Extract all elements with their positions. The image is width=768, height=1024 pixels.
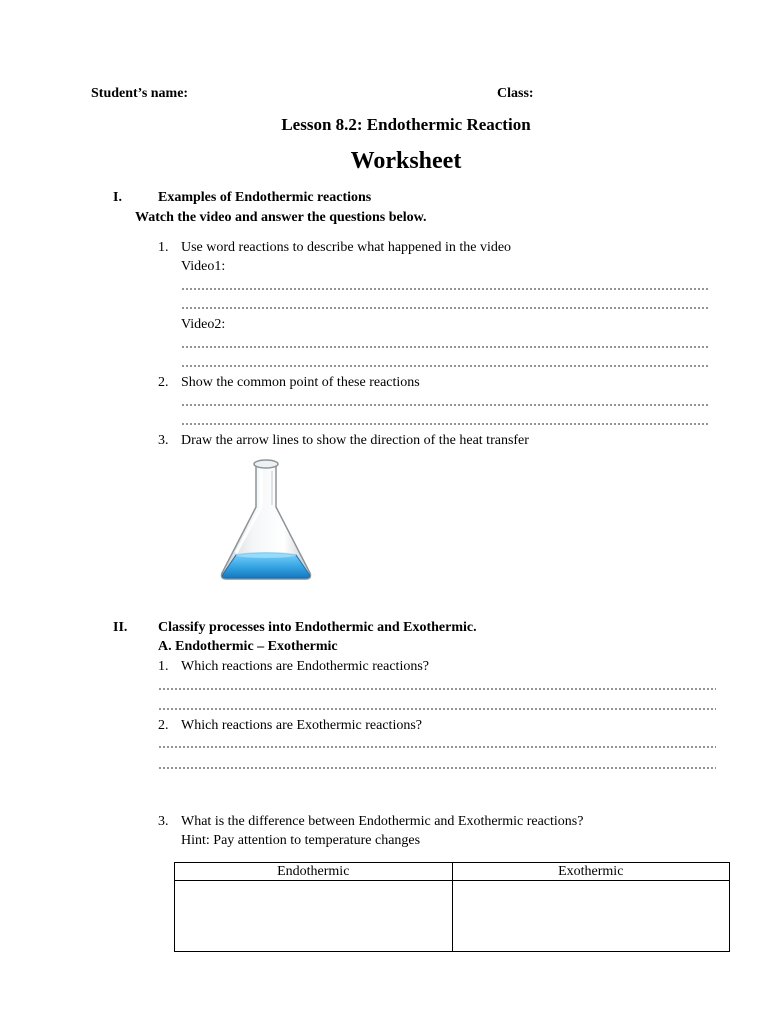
s2-question-1-text: Which reactions are Endothermic reactions? xyxy=(181,659,429,674)
s2-question-1-number: 1. xyxy=(158,659,169,674)
answer-line[interactable] xyxy=(158,708,716,710)
answer-line[interactable] xyxy=(181,423,708,425)
exothermic-answer-cell[interactable] xyxy=(452,881,730,952)
answer-line[interactable] xyxy=(181,307,708,309)
hint-text: Hint: Pay attention to temperature changes xyxy=(181,833,421,848)
video1-label: Video1: xyxy=(181,259,226,274)
section-1-numeral: I. xyxy=(113,190,122,205)
video2-label: Video2: xyxy=(181,317,226,332)
section-2-numeral: II. xyxy=(113,620,128,635)
answer-line[interactable] xyxy=(181,346,708,348)
comparison-table xyxy=(174,862,730,952)
answer-line[interactable] xyxy=(158,767,716,769)
s2-question-3-text: What is the difference between Endothermic and Exothermic reactions? xyxy=(181,814,584,829)
answer-line[interactable] xyxy=(181,404,708,406)
student-name-label: Student’s name: xyxy=(91,86,189,101)
answer-line[interactable] xyxy=(158,746,716,748)
section-2-subheading: A. Endothermic – Exothermic xyxy=(158,639,338,654)
table-header-endothermic: Endothermic xyxy=(175,863,453,881)
answer-line[interactable] xyxy=(158,688,716,690)
class-label: Class: xyxy=(497,86,534,101)
question-1-text: Use word reactions to describe what happened in the video xyxy=(181,240,512,255)
conical-flask-icon xyxy=(214,455,318,585)
s2-question-3-number: 3. xyxy=(158,814,169,829)
lesson-title: Lesson 8.2: Endothermic Reaction xyxy=(281,115,531,134)
section-2-heading: Classify processes into Endothermic and Exothermic. xyxy=(158,620,477,635)
endothermic-answer-cell[interactable] xyxy=(175,881,453,952)
answer-line[interactable] xyxy=(181,288,708,290)
s2-question-2-text: Which reactions are Exothermic reactions? xyxy=(181,718,422,733)
question-1-number: 1. xyxy=(158,240,169,255)
worksheet-title: Worksheet xyxy=(350,148,462,174)
question-2-number: 2. xyxy=(158,375,169,390)
section-1-heading: Examples of Endothermic reactions xyxy=(158,190,372,205)
answer-line[interactable] xyxy=(181,365,708,367)
s2-question-2-number: 2. xyxy=(158,718,169,733)
section-1-instruction: Watch the video and answer the questions below. xyxy=(135,210,427,225)
question-2-text: Show the common point of these reactions xyxy=(181,375,420,390)
question-3-number: 3. xyxy=(158,433,169,448)
table-header-exothermic: Exothermic xyxy=(452,863,730,881)
question-3-text: Draw the arrow lines to show the direction of the heat transfer xyxy=(181,433,529,448)
